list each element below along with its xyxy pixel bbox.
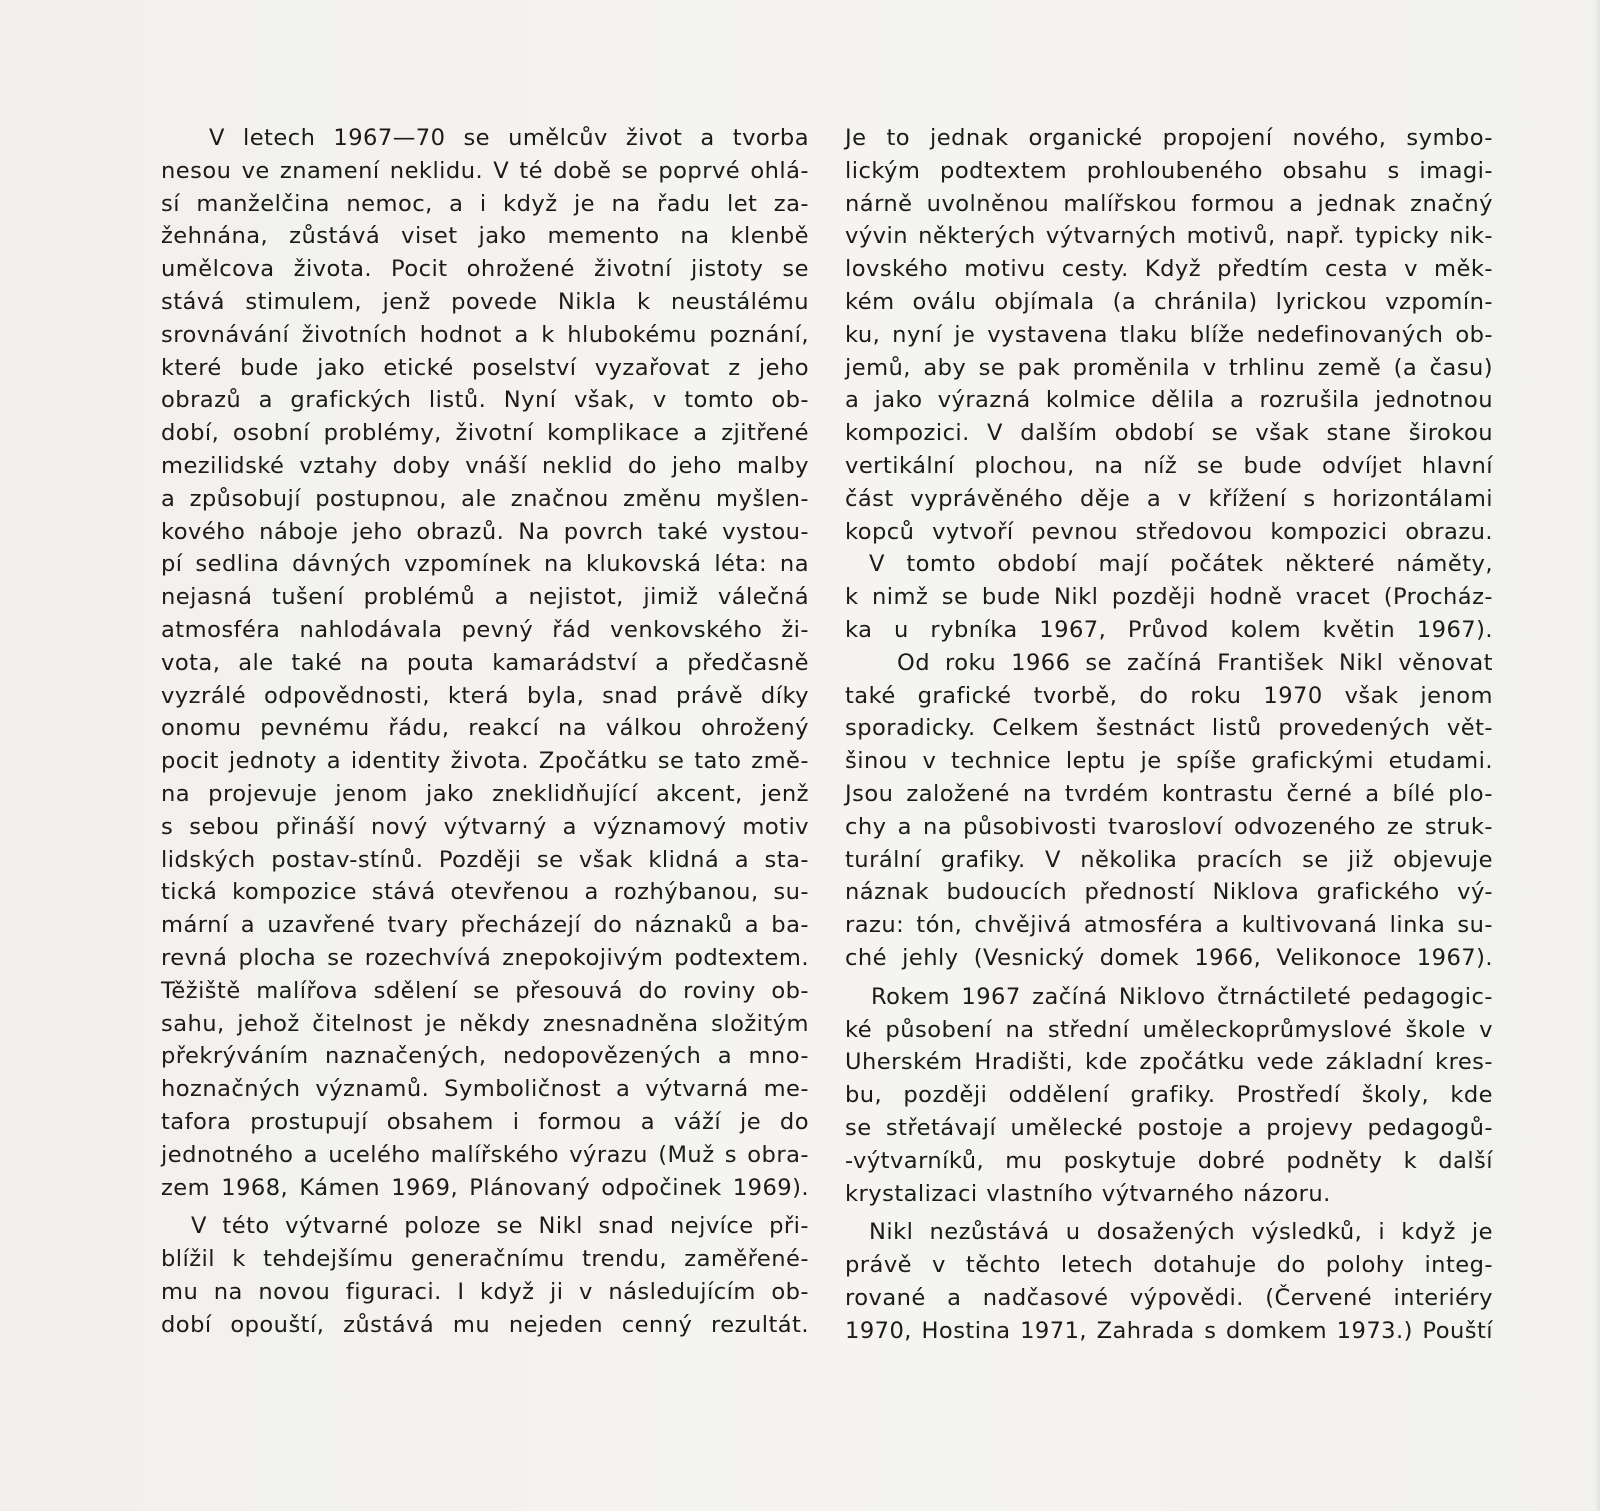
text-line: chy a na působivosti tvarosloví odvozeného ze struk-	[845, 813, 1493, 840]
text-line: ku, nyní je vystavena tlaku blíže nedefinovaných ob-	[845, 321, 1493, 348]
text-line: V této výtvarné poloze se Nikl snad nejvíce při-	[191, 1213, 809, 1240]
text-line: které bude jako etické poselství vyzařovat z jeho	[161, 354, 809, 381]
text-line: Je to jednak organické propojení nového, symbo-	[845, 125, 1493, 151]
text-line: vyzrálé odpovědnosti, která byla, snad právě díky	[161, 682, 809, 709]
text-line: tická kompozice stává otevřenou a rozhýbanou, su-	[161, 879, 809, 906]
text-line: Uherském Hradišti, kde zpočátku vede základní kres-	[845, 1049, 1493, 1076]
text-line: 1970, Hostina 1971, Zahrada s domkem 1973.) Pouští	[845, 1317, 1493, 1344]
text-line: lickým podtextem prohloubeného obsahu s imagi-	[845, 157, 1493, 184]
text-line: Nikl nezůstává u dosažených výsledků, i když je	[869, 1219, 1493, 1246]
text-line: dobí opouští, zůstává mu nejeden cenný rezultát.	[161, 1311, 809, 1338]
text-line: lovského motivu cesty. Když předtím cesta v měk-	[845, 256, 1493, 283]
text-line: blížil k tehdejšímu generačnímu trendu, zaměřené-	[161, 1246, 809, 1273]
text-line: sí manželčina nemoc, a i když je na řadu let za-	[161, 190, 809, 217]
text-line: sporadicky. Celkem šestnáct listů provedených vět-	[845, 715, 1493, 742]
text-line: a jako výrazná kolmice dělila a rozrušila jednotnou	[845, 387, 1493, 414]
text-line: náznak budoucích předností Niklova grafického vý-	[845, 879, 1493, 906]
text-line: Od roku 1966 se začíná František Nikl věnovat	[897, 649, 1493, 676]
text-line: sahu, jehož čitelnost je někdy znesnadněna složitým	[161, 1010, 809, 1037]
text-line: kompozici. V dalším období se však stane širokou	[845, 420, 1493, 447]
text-line: Těžiště malířova sdělení se přesouvá do roviny ob-	[161, 977, 809, 1004]
text-line: ché jehly (Vesnický domek 1966, Velikonoce 1967).	[845, 944, 1493, 971]
text-line: nejasná tušení problémů a nejistot, jimiž válečná	[161, 584, 809, 611]
text-line: -výtvarníků, mu poskytuje dobré podněty k další	[845, 1147, 1493, 1174]
text-line: mu na novou figuraci. I když ji v následujícím ob-	[161, 1278, 809, 1305]
text-line: se střetávají umělecké postoje a projevy pedagogů-	[845, 1114, 1493, 1141]
text-line: kového náboje jeho obrazů. Na povrch také vystou-	[161, 518, 809, 545]
text-line: pí sedlina dávných vzpomínek na klukovská léta: na	[161, 551, 809, 578]
text-line: ka u rybníka 1967, Průvod kolem květin 1967).	[845, 616, 1493, 643]
text-line: jednotného a ucelého malířského výrazu (Muž s obra-	[161, 1141, 809, 1168]
text-line: V letech 1967—70 se umělcův život a tvorba	[209, 125, 809, 151]
text-line: část vyprávěného děje a v křížení s horizontálami	[845, 485, 1493, 512]
text-line: pocit jednoty a identity života. Zpočátku se tato změ-	[161, 748, 809, 775]
text-line: razu: tón, chvějivá atmosféra a kultivovaná linka su-	[845, 912, 1493, 939]
text-line: na projevuje jenom jako zneklidňující akcent, jenž	[161, 780, 809, 807]
text-line: V tomto období mají počátek některé náměty,	[869, 551, 1493, 578]
text-line: s sebou přináší nový výtvarný a významový motiv	[161, 813, 809, 840]
text-line: mezilidské vztahy doby vnáší neklid do jeho malby	[161, 452, 809, 479]
text-line: nárně uvolněnou malířskou formou a jednak značný	[845, 190, 1493, 217]
text-line: překrýváním naznačených, nedopovězených a mno-	[161, 1043, 809, 1070]
text-line: vývin některých výtvarných motivů, např. typicky nik-	[845, 223, 1493, 250]
text-line: rované a nadčasové výpovědi. (Červené interiéry	[845, 1284, 1493, 1311]
text-line: lidských postav-stínů. Později se však klidná a sta-	[161, 846, 809, 873]
page-edge-shadow	[1594, 0, 1600, 1511]
text-line: Rokem 1967 začíná Niklovo čtrnáctileté pedagogic-	[871, 983, 1493, 1010]
text-line: dobí, osobní problémy, životní komplikace a zjitřené	[161, 420, 809, 447]
text-line: také grafické tvorbě, do roku 1970 však jenom	[845, 682, 1493, 709]
left-text-column	[161, 122, 809, 1341]
text-line: vota, ale také na pouta kamarádství a předčasně	[161, 649, 809, 676]
text-line: šinou v technice leptu je spíše grafickými etudami.	[845, 748, 1493, 775]
text-line: bu, později oddělení grafiky. Prostředí školy, kde	[845, 1082, 1493, 1109]
text-line: revná plocha se rozechvívá znepokojivým podtextem.	[161, 944, 809, 971]
text-line: žehnána, zůstává viset jako memento na klenbě	[161, 223, 809, 250]
text-line: Jsou založené na tvrdém kontrastu černé a bílé plo-	[845, 780, 1493, 807]
text-line: stává stimulem, jenž povede Nikla k neustálému	[161, 288, 809, 315]
text-line: nesou ve znamení neklidu. V té době se poprvé ohlá-	[161, 157, 809, 184]
text-line: jemů, aby se pak proměnila v trhlinu země (a času)	[845, 354, 1493, 381]
text-line: vertikální plochou, na níž se bude odvíjet hlavní	[845, 452, 1493, 479]
text-line: k nimž se bude Nikl později hodně vracet (Procház-	[845, 584, 1493, 611]
text-line: ké působení na střední uměleckoprůmyslové škole v	[845, 1016, 1493, 1043]
text-line: hoznačných významů. Symboličnost a výtvarná me-	[161, 1076, 809, 1103]
text-line: umělcova života. Pocit ohrožené životní jistoty se	[161, 256, 809, 283]
text-line: a způsobují postupnou, ale značnou změnu myšlen-	[161, 485, 809, 512]
text-line: krystalizaci vlastního výtvarného názoru.	[845, 1180, 1331, 1207]
text-line: srovnávání životních hodnot a k hlubokému poznání,	[161, 321, 809, 348]
text-line: kopců vytvoří pevnou středovou kompozici obrazu.	[845, 518, 1493, 545]
text-line: tafora prostupují obsahem i formou a váží je do	[161, 1108, 809, 1135]
text-line: onomu pevnému řádu, reakcí na válkou ohrožený	[161, 715, 809, 742]
text-line: zem 1968, Kámen 1969, Plánovaný odpočinek 1969).	[161, 1174, 809, 1201]
text-line: atmosféra nahlodávala pevný řád venkovského ži-	[161, 616, 809, 643]
text-line: kém oválu objímala (a chránila) lyrickou vzpomín-	[845, 288, 1493, 315]
text-line: mární a uzavřené tvary přecházejí do náznaků a ba-	[161, 912, 809, 939]
text-line: obrazů a grafických listů. Nyní však, v tomto ob-	[161, 387, 809, 414]
text-line: právě v těchto letech dotahuje do polohy integ-	[845, 1252, 1493, 1279]
right-text-column	[845, 122, 1493, 1347]
text-line: turální grafiky. V několika pracích se již objevuje	[845, 846, 1493, 873]
